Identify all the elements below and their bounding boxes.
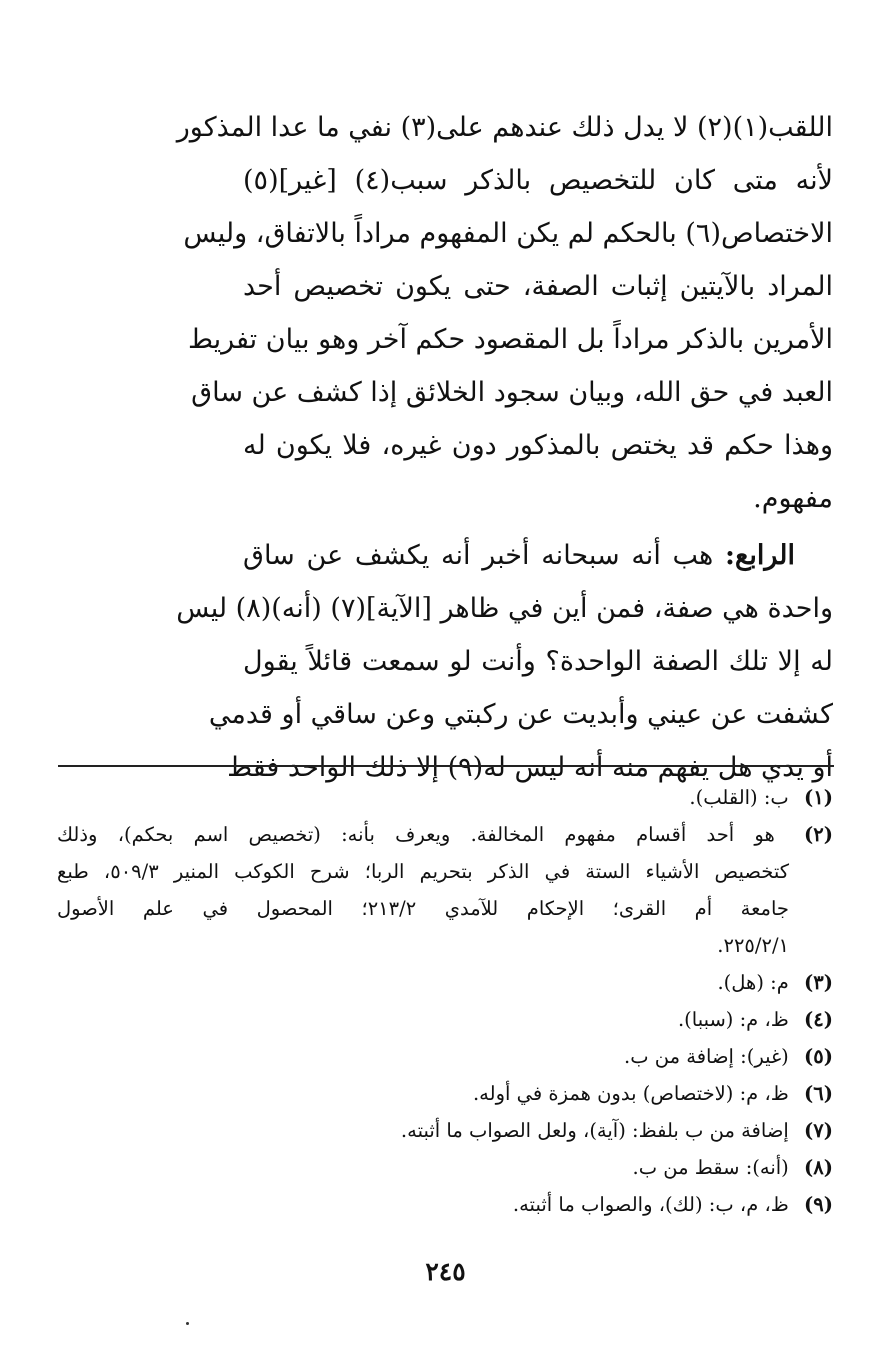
footnote-7 — [57, 1112, 833, 1149]
footnote-text: ظ، م: (لاختصاص) بدون همزة في أوله. — [472, 1082, 789, 1105]
footnote-text: (أنه): سقط من ب. — [632, 1156, 789, 1179]
page-number: ٢٤٥ — [425, 1257, 466, 1286]
text-line: مفهوم. — [753, 483, 833, 514]
footnote-continuation: ٢٢٥/٢/١. — [717, 934, 789, 957]
footnote-number: (٤) — [804, 1008, 833, 1031]
text-line: الاختصاص(٦) بالحكم لم يكن المفهوم مراداً بالاتفاق، وليس — [183, 218, 833, 249]
footnote-text: ظ، م: (سببا). — [677, 1008, 789, 1031]
footnote-number: (٩) — [804, 1193, 833, 1216]
text-line: اللقب(١)(٢) لا يدل ذلك عندهم على(٣) نفي ما عدا المذكور — [176, 112, 833, 143]
footnote-9 — [57, 1186, 833, 1223]
main-text-block — [176, 101, 833, 794]
footnote-4 — [57, 1001, 833, 1038]
text-line: وهذا حكم قد يختص بالمذكور دون غيره، فلا يكون له — [243, 430, 833, 461]
footnote-text: إضافة من ب بلفظ: (آية)، ولعل الصواب ما أثبته. — [400, 1119, 789, 1142]
footnote-text: ب: (القلب). — [689, 786, 789, 809]
footnote-number: (٣) — [804, 971, 833, 994]
footnote-number: (٥) — [804, 1045, 833, 1068]
footnote-separator — [58, 765, 834, 767]
text-line: واحدة هي صفة، فمن أين في ظاهر [الآية](٧) (أنه)(٨) ليس — [176, 593, 833, 624]
footnote-5 — [57, 1038, 833, 1075]
footnote-8 — [57, 1149, 833, 1186]
text-line: أو يدي هل يفهم منه أنه ليس له(٩) إلا ذلك الواحد فقط — [227, 752, 833, 783]
text-line: المراد بالآيتين إثبات الصفة، حتى يكون تخصيص أحد — [243, 271, 833, 302]
footnote-6 — [57, 1075, 833, 1112]
footnote-text: (غير): إضافة من ب. — [624, 1045, 789, 1068]
paragraph-gap — [243, 525, 833, 527]
footnotes-section — [57, 779, 833, 1223]
footnote-number: (٨) — [804, 1156, 833, 1179]
footnote-continuation: كتخصيص الأشياء الستة في الذكر بتحريم الربا؛ شرح الكوكب المنير ٥٠٩/٣، طبع — [57, 860, 789, 883]
footnote-number: (٦) — [804, 1082, 833, 1105]
text-line: الأمرين بالذكر مراداً بل المقصود حكم آخر وهو بيان تفريط — [187, 324, 833, 355]
footnote-continuation: جامعة أم القرى؛ الإحكام للآمدي ٢١٣/٢؛ المحصول في علم الأصول — [57, 897, 789, 920]
text-line: كشفت عن عيني وأبديت عن ركبتي وعن ساقي أو قدمي — [208, 699, 833, 730]
footnote-number: (٧) — [804, 1119, 833, 1142]
paragraph-keyword: الرابع: — [725, 540, 795, 571]
text-line: له إلا تلك الصفة الواحدة؟ وأنت لو سمعت قائلاً يقول — [243, 646, 833, 677]
footnote-1 — [57, 779, 833, 816]
footnote-text: ظ، م، ب: (لك)، والصواب ما أثبته. — [512, 1193, 789, 1216]
footnote-number: (٢) — [804, 823, 833, 846]
footnote-3 — [57, 964, 833, 1001]
text-line: لأنه متى كان للتخصيص بالذكر سبب(٤) [غير](٥) — [243, 165, 833, 196]
footnote-text: هو أحد أقسام مفهوم المخالفة. ويعرف بأنه: (تخصيص اسم بحكم)، وذلك — [57, 823, 775, 846]
footnote-text: م: (هل). — [717, 971, 789, 994]
footnote-2 — [57, 816, 833, 853]
text-segment: هب أنه سبحانه أخبر أنه يكشف عن ساق — [243, 540, 714, 571]
print-speck — [186, 1322, 189, 1325]
footnote-number: (١) — [804, 786, 833, 809]
paragraph-first-line — [243, 529, 833, 582]
text-line: العبد في حق الله، وبيان سجود الخلائق إذا كشف عن ساق — [191, 377, 833, 408]
